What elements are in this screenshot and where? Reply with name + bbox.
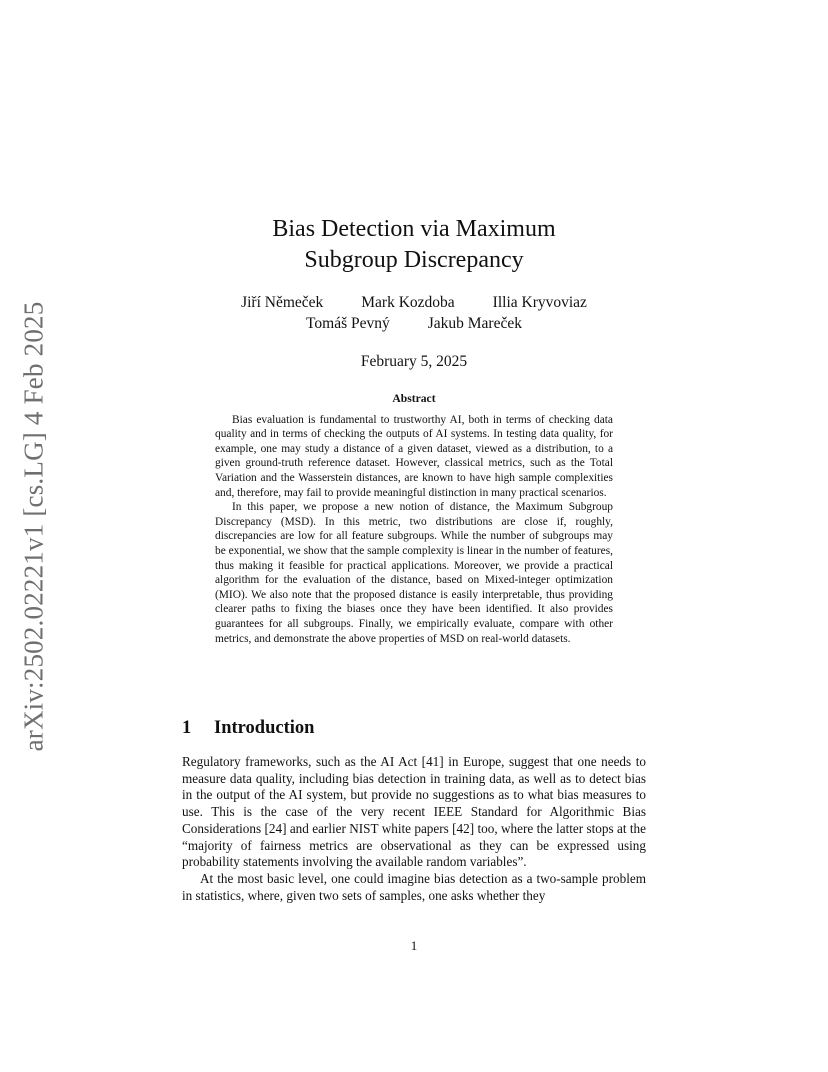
abstract-paragraph: In this paper, we propose a new notion of distance, the Maximum Subgroup Discrepancy (MSD). In this metric, two distributions are close if, roughly, discrepancies are low for all feature subgroups. While the number of subgroups may be exponential, we show that the sample complexity is linear in the number of features, thus making it feasible for practical applications. Moreover, we provide a practical algorithm for the evaluation of the distance, based on Mixed-integer optimization (MIO). We also note that the proposed distance is easily interpretable, thus providing clearer paths to fixing the biases once they have been identified. It also provides guarantees for all subgroups. Finally, we empirically evaluate, compare with other metrics, and demonstrate the above properties of MSD on real-world datasets. (215, 501, 613, 645)
author-list (180, 292, 648, 334)
author-row-1 (180, 292, 648, 313)
paper-title: Bias Detection via Maximum Subgroup Discrepancy (272, 216, 556, 273)
section-heading (182, 716, 646, 740)
abstract-heading: Abstract (392, 392, 436, 405)
title-block (180, 214, 648, 372)
author-name: Jiří Němeček (241, 294, 324, 311)
abstract-paragraph: Bias evaluation is fundamental to trustworthy AI, both in terms of checking data quality and in terms of checking the outputs of AI systems. In testing data quality, for example, one may study a distance of a given dataset, viewed as a distribution, to a given ground-truth reference dataset. However, classical metrics, such as the Total Variation and the Wasserstein distances, are known to have high sample complexities and, therefore, may fail to provide meaningful distinction in many practical scenarios. (215, 413, 613, 499)
abstract (215, 392, 613, 646)
section-title: Introduction (214, 718, 315, 738)
author-name: Illia Kryvoviaz (492, 294, 587, 311)
author-name: Tomáš Pevný (306, 315, 390, 332)
author-row-2 (180, 313, 648, 334)
publication-date: February 5, 2025 (360, 353, 468, 370)
page-number: 1 (410, 938, 418, 953)
section-number: 1 (182, 718, 192, 738)
arxiv-identifier-text: arXiv:2502.02221v1 [cs.LG] 4 Feb 2025 (18, 301, 49, 751)
introduction-section (182, 716, 646, 904)
arxiv-identifier-stamp (12, 292, 56, 760)
body-paragraph: Regulatory frameworks, such as the AI Act [41] in Europe, suggest that one needs to measure data quality, including bias detection in training data, as well as to detect bias in the output of the AI system, but provide no suggestions as to what bias measures to use. This is the case of the very recent IEEE Standard for Algorithmic Bias Considerations [24] and earlier NIST white papers [42] too, where the latter stops at the “majority of fairness metrics are observational as they can be expressed using probability statements involving the available random variables”. (182, 754, 646, 870)
author-name: Mark Kozdoba (361, 294, 455, 311)
author-name: Jakub Mareček (427, 315, 522, 332)
body-paragraph: At the most basic level, one could imagine bias detection as a two-sample problem in statistics, where, given two sets of samples, one asks whether they (182, 870, 646, 903)
